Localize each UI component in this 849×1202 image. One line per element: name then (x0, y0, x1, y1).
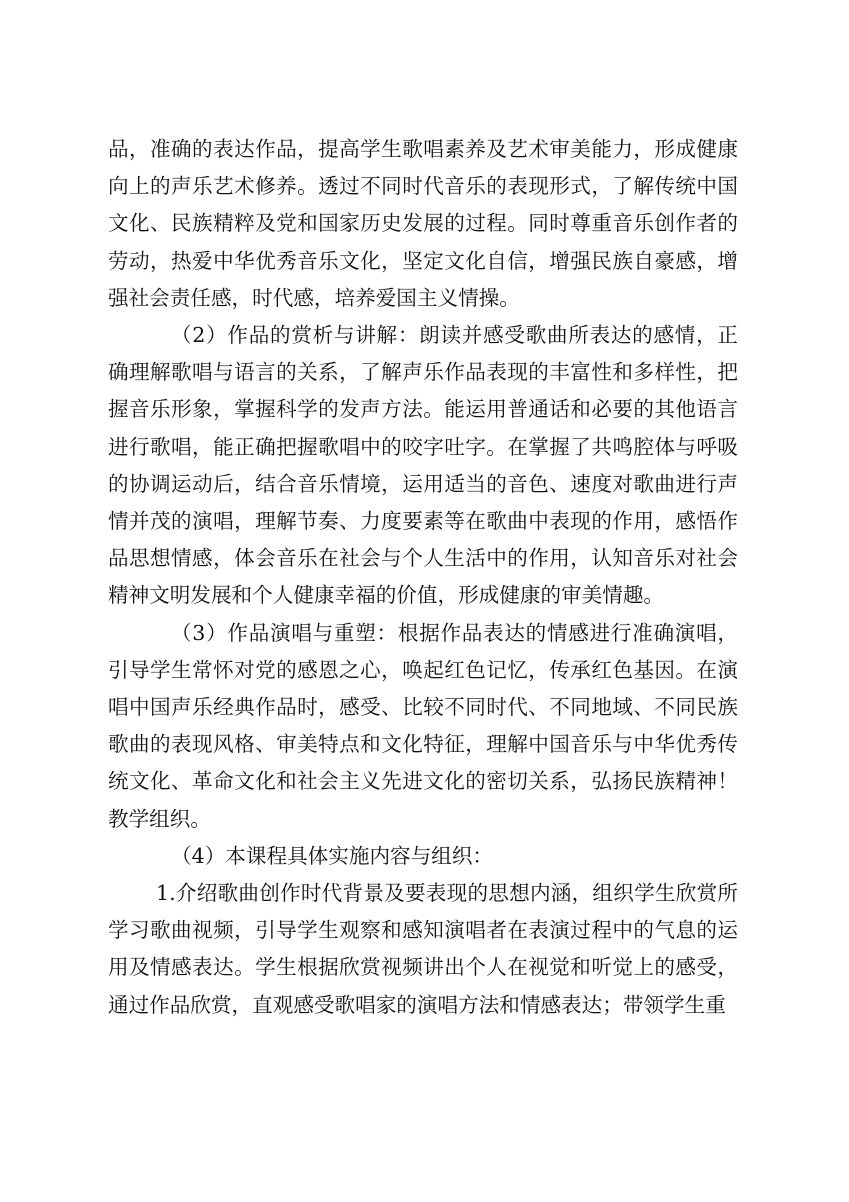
paragraph-appreciation: （2）作品的赏析与讲解：朗读并感受歌曲所表达的感情，正确理解歌唱与语言的关系，了解声乐作品表现的丰富性和多样性，把握音乐形象，掌握科学的发声方法。能运用普通话和必要的其他语言进行歌唱，能正确把握歌唱中的咬字吐字。在掌握了共鸣腔体与呼吸的协调运动后，结合音乐情境，运用适当的音色、速度对歌曲进行声情并茂的演唱，理解节奏、力度要素等在歌曲中表现的作用，感悟作品思想情感，体会音乐在社会与个人生活中的作用，认知音乐对社会精神文明发展和个人健康幸福的价值，形成健康的审美情趣。 (108, 323, 738, 608)
paragraph-continuation: 品，准确的表达作品，提高学生歌唱素养及艺术审美能力，形成健康向上的声乐艺术修养。透过不同时代音乐的表现形式，了解传统中国文化、民族精粹及党和国家历史发展的过程。同时尊重音乐创作者的劳动，热爱中华优秀音乐文化，坚定文化自信，增强民族自豪感，增强社会责任感，时代感，培养爱国主义情操。 (108, 137, 738, 310)
paragraph-implementation-heading: （4）本课程具体实施内容与组织： (171, 843, 494, 868)
document-page (108, 131, 738, 1024)
paragraph-performance: （3）作品演唱与重塑：根据作品表达的情感进行准确演唱，引导学生常怀对党的感恩之心，唤起红色记忆，传承红色基因。在演唱中国声乐经典作品时，感受、比较不同时代、不同地域、不同民族歌曲的表现风格、审美特点和文化特征，理解中国音乐与中华优秀传统文化、革命文化和社会主义先进文化的密切关系，弘扬民族精神！教学组织。 (108, 620, 738, 831)
paragraph-item-1: 1.介绍歌曲创作时代背景及要表现的思想内涵，组织学生欣赏所学习歌曲视频，引导学生观察和感知演唱者在表演过程中的气息的运用及情感表达。学生根据欣赏视频讲出个人在视觉和听觉上的感受，通过作品欣赏，直观感受歌唱家的演唱方法和情感表达；带领学生重 (108, 881, 738, 1017)
